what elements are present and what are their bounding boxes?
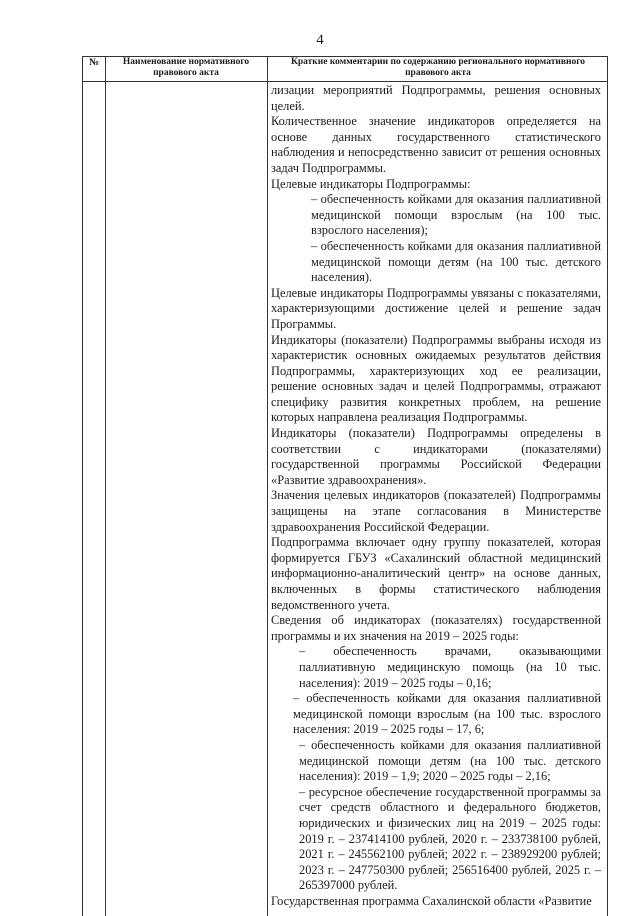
header-number: № <box>88 57 100 68</box>
paragraph: – обеспеченность койками для оказания паллиативной медицинской помощи детям (на 100 тыс. детского населения): 2019 – 1,9; 2020 – 2025 годы – 2,16; <box>299 737 601 784</box>
paragraph: Индикаторы (показатели) Подпрограммы определены в соответствии с индикаторами (показателями) государственной программы Российской Федерации «Развитие здравоохранения». <box>271 426 601 487</box>
table-left-border <box>82 56 83 916</box>
paragraph: лизации мероприятий Подпрограммы, решения основных целей. <box>271 83 601 113</box>
paragraph: Значения целевых индикаторов (показателей) Подпрограммы защищены на этапе согласования в Министерстве здравоохранения Российской Федерации. <box>271 488 601 534</box>
paragraph: Целевые индикаторы Подпрограммы увязаны с показателями, характеризующими достижение целей и решение задач Программы. <box>271 285 601 331</box>
paragraph: – ресурсное обеспечение государственной программы за счет средств областного и федерального бюджетов, юридических и физических лиц на 2019 – 2025 годы: 2019 г. – 237414100 рублей, 2020 г. – 233738100 рублей, 2021 г. – 245562100 рублей; 2022 г. – 238929200 рублей; 2023 г. – 247750300 рублей; 256516400 рублей, 2025 г. – 265397000 рублей. <box>299 784 601 893</box>
paragraph: Целевые индикаторы Подпрограммы: <box>271 176 471 191</box>
header-comments: Краткие комментарии по содержанию регионального нормативного правового акта <box>290 57 586 78</box>
paragraph: Сведения об индикаторах (показателях) государственной программы и их значения на 2019 – 2025 годы: <box>271 613 601 643</box>
comments-cell <box>271 83 601 909</box>
paragraph: Количественное значение индикаторов определяется на основе данных государственного статистического наблюдения и непосредственно зависит от решения основных задач Подпрограммы. <box>271 114 601 175</box>
paragraph: – обеспеченность койками для оказания паллиативной медицинской помощи взрослым (на 100 тыс. взрослого населения: 2019 – 2025 годы – 17, 6; <box>293 691 601 737</box>
paragraph: – обеспеченность врачами, оказывающими паллиативную медицинскую помощь (на 10 тыс. населения): 2019 – 2025 годы – 0,16; <box>299 644 601 690</box>
header-bottom-border <box>82 81 608 82</box>
page-number: 4 <box>316 32 324 48</box>
column-divider-1 <box>105 56 106 916</box>
column-divider-2 <box>267 56 268 916</box>
header-act-name: Наименование нормативного правового акта <box>122 57 250 78</box>
paragraph: – обеспеченность койками для оказания паллиативной медицинской помощи взрослым (на 100 тыс. взрослого населения); <box>311 192 601 238</box>
regulation-table <box>82 56 608 916</box>
paragraph: – обеспеченность койками для оказания паллиативной медицинской помощи детям (на 100 тыс. детского населения). <box>311 238 601 285</box>
table-right-border <box>607 56 608 916</box>
paragraph: Подпрограмма включает одну группу показателей, которая формируется ГБУЗ «Сахалинский областной медицинский информационно-аналитический центр» на основе данных, включенных в формы статистического наблюдения ведомственного учета. <box>271 535 601 612</box>
paragraph: Индикаторы (показатели) Подпрограммы выбраны исходя из характеристик основных ожидаемых результатов действия Подпрограммы, характеризующих ход ее реализации, решение основных задач и целей Подпрограммы, отражают специфику развития конкретных проблем, на решение которых направлена реализация Подпрограммы. <box>271 332 601 425</box>
paragraph: Государственная программа Сахалинской области «Развитие <box>271 893 592 908</box>
